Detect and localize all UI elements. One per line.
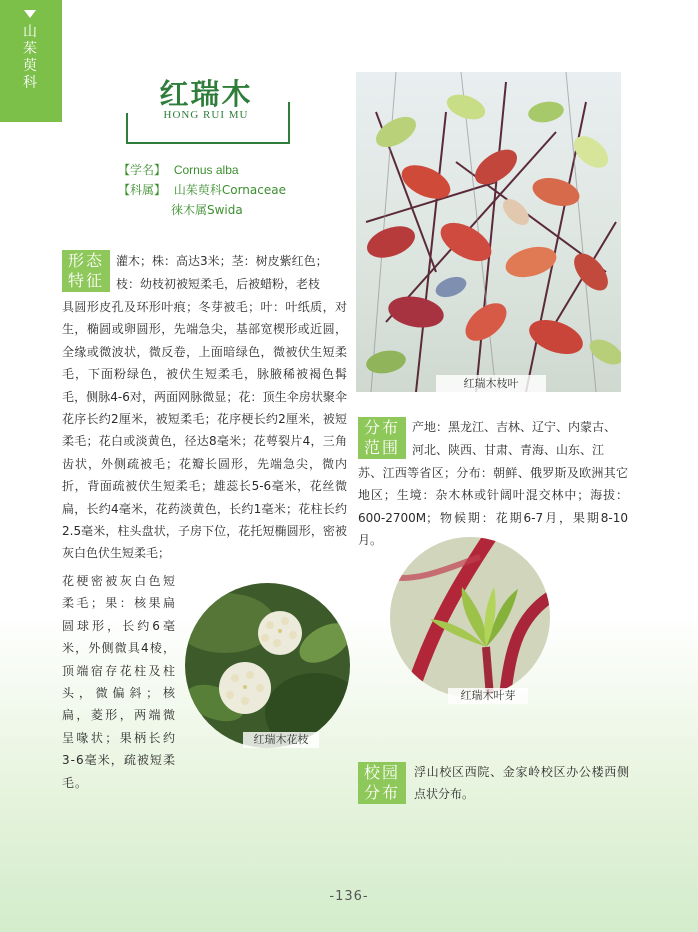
morphology-badge-line2: 特征 xyxy=(67,271,104,290)
distribution-text-line1: 产地：黑龙江、吉林、辽宁、内蒙古、 xyxy=(412,420,617,434)
flower-branch-photo xyxy=(185,583,350,748)
campus-distribution-text: 浮山校区西院、金家岭校区办公楼西侧点状分布。 xyxy=(414,765,629,802)
scientific-name-label: 【学名】 xyxy=(118,163,167,177)
page-subtitle-pinyin: HONG RUI MU xyxy=(163,109,249,121)
distribution-text-body: 苏、江西等省区；分布：朝鲜、俄罗斯及欧洲其它地区；生境：杂木林或针阔叶混交林中；海拔：600-2700M；物候期：花期6-7月，果期8-10月。 xyxy=(358,466,628,548)
branch-photo-caption: 红瑞木枝叶 xyxy=(436,375,546,392)
triangle-down-icon xyxy=(24,10,36,18)
scientific-name: Cornus alba xyxy=(173,163,239,177)
morphology-badge xyxy=(62,250,110,292)
family-row xyxy=(118,180,286,200)
morphology-text-continued: 花梗密被灰白色短柔毛；果：核果扁圆球形，长约6毫米，外侧微具4棱，顶端宿存花柱及柱头，微偏斜；核扁，菱形，两端微呈喙状；果柄长约3-6毫米，疏被短柔毛。 xyxy=(62,574,176,790)
distribution-badge-line2: 范围 xyxy=(363,438,400,457)
morphology-text-body: 具圆形皮孔及环形叶痕；冬芽被毛；叶：叶纸质，对生，椭圆或卵圆形，先端急尖，基部宽楔形或近圆，全缘或微波状，微反卷，上面暗绿色，微被伏生短柔毛，下面粉绿色，被伏生短柔毛，脉腋稀被褐色髯毛，侧脉4-6对，两面网脉微显；花：顶生伞房状聚伞花序长约2厘米，被短柔毛；花序梗长约2厘米，被短柔毛；花白或淡黄色，径达8毫米；花萼裂片4，三角齿状，外侧疏被毛；花瓣长圆形，先端急尖，微内折，背面疏被伏生短柔毛；雄蕊长5-6毫米，花丝微扁，长约4毫米，花药淡黄色，长约1毫米；花柱长约2.5毫米，柱头盘状，子房下位，花托短椭圆形，密被灰白色伏生短柔毛； xyxy=(62,300,347,561)
leaf-bud-photo xyxy=(390,537,550,697)
morphology-badge-line1: 形态 xyxy=(67,251,104,270)
campus-badge-line2: 分布 xyxy=(363,783,400,802)
distribution-badge-line1: 分布 xyxy=(363,418,400,437)
genus-name: 徕木属Swida xyxy=(171,203,243,217)
morphology-text-line1: 灌木；株：高达3米；茎：树皮紫红色； xyxy=(116,254,328,268)
campus-badge-line1: 校园 xyxy=(363,763,400,782)
distribution-text-line2: 河北、陕西、甘肃、青海、山东、江 xyxy=(412,443,605,457)
campus-badge xyxy=(358,762,406,804)
page-title: 红瑞木 xyxy=(126,72,286,113)
family-label: 【科属】 xyxy=(118,183,167,197)
family-name: 山茱萸科Cornaceae xyxy=(173,183,286,197)
page-number: -136- xyxy=(329,889,369,904)
bud-photo-caption: 红瑞木叶芽 xyxy=(448,688,528,704)
morphology-text-line2: 枝：幼枝初被短柔毛，后被蜡粉，老枝 xyxy=(116,277,321,291)
distribution-badge xyxy=(358,417,406,459)
flower-photo-caption: 红瑞木花枝 xyxy=(243,732,319,748)
scientific-name-row xyxy=(118,160,239,180)
branch-leaves-photo xyxy=(356,72,621,392)
category-tab-label: 山茱萸科 xyxy=(23,24,37,91)
